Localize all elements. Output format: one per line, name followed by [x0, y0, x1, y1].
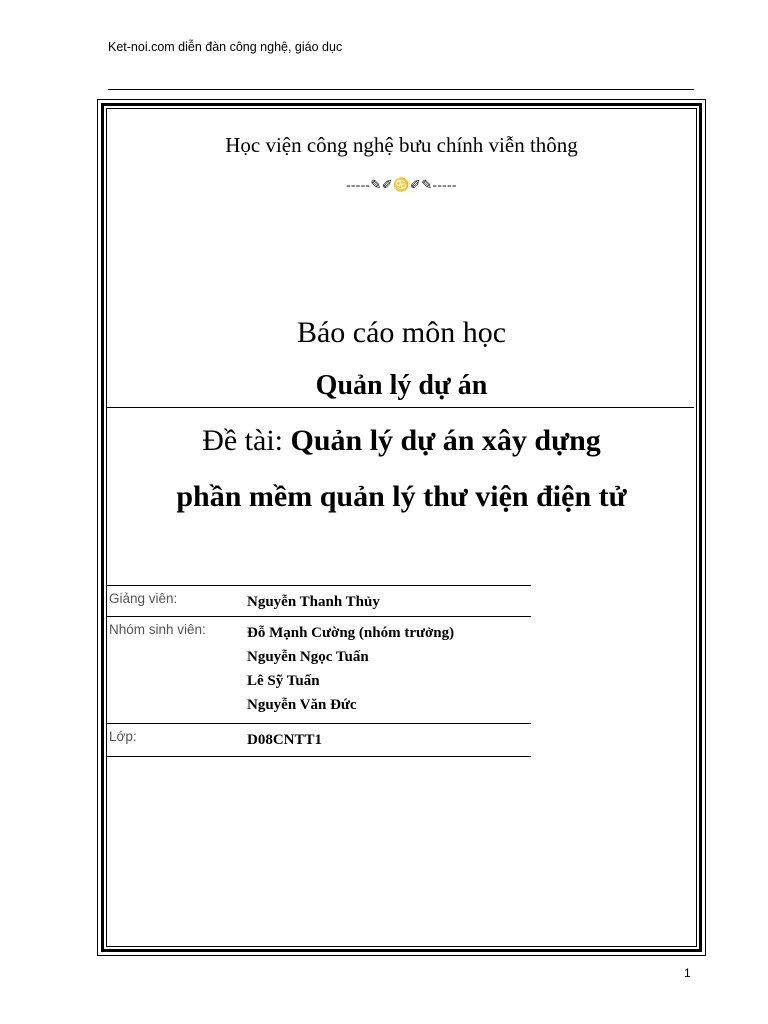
- lecturer-name: Nguyễn Thanh Thủy: [247, 594, 380, 610]
- report-title: Báo cáo môn học: [296, 316, 507, 349]
- group-row: [106, 616, 531, 723]
- class-value: D08CNTT1: [247, 732, 323, 748]
- group-label: Nhóm sinh viên:: [109, 622, 206, 637]
- member-name: Lê Sỹ Tuấn: [247, 673, 320, 689]
- member-name: Nguyễn Văn Đức: [247, 697, 357, 713]
- topic-title-part-1: Quản lý dự án xây dựng: [290, 424, 601, 457]
- member-name: Đỗ Mạnh Cường (nhóm trưởng): [247, 625, 455, 641]
- info-table: [106, 585, 531, 757]
- page-border-innermost: [106, 108, 697, 947]
- topic-line-2: phần mềm quản lý thư viện điện tử: [176, 480, 627, 513]
- lecturer-row: [106, 585, 531, 616]
- class-row: [106, 723, 531, 757]
- title-divider: [106, 407, 694, 408]
- institute-name: Học viện công nghệ bưu chính viễn thông: [225, 133, 578, 157]
- site-header-text: Ket-noi.com diễn đàn công nghệ, giáo dục: [108, 40, 343, 54]
- class-label: Lớp:: [109, 729, 137, 744]
- lecturer-label: Giảng viên:: [109, 591, 178, 606]
- topic-prefix: Đề tài:: [202, 424, 291, 457]
- page-number: 1: [684, 966, 691, 980]
- ornament-divider: -----✎✐♋✐✎-----: [346, 177, 457, 192]
- subject-title: Quản lý dự án: [315, 370, 488, 401]
- topic-line-1: [106, 424, 697, 458]
- group-members: [247, 621, 454, 717]
- member-name: Nguyễn Ngọc Tuấn: [247, 649, 369, 665]
- header-divider: [108, 89, 694, 90]
